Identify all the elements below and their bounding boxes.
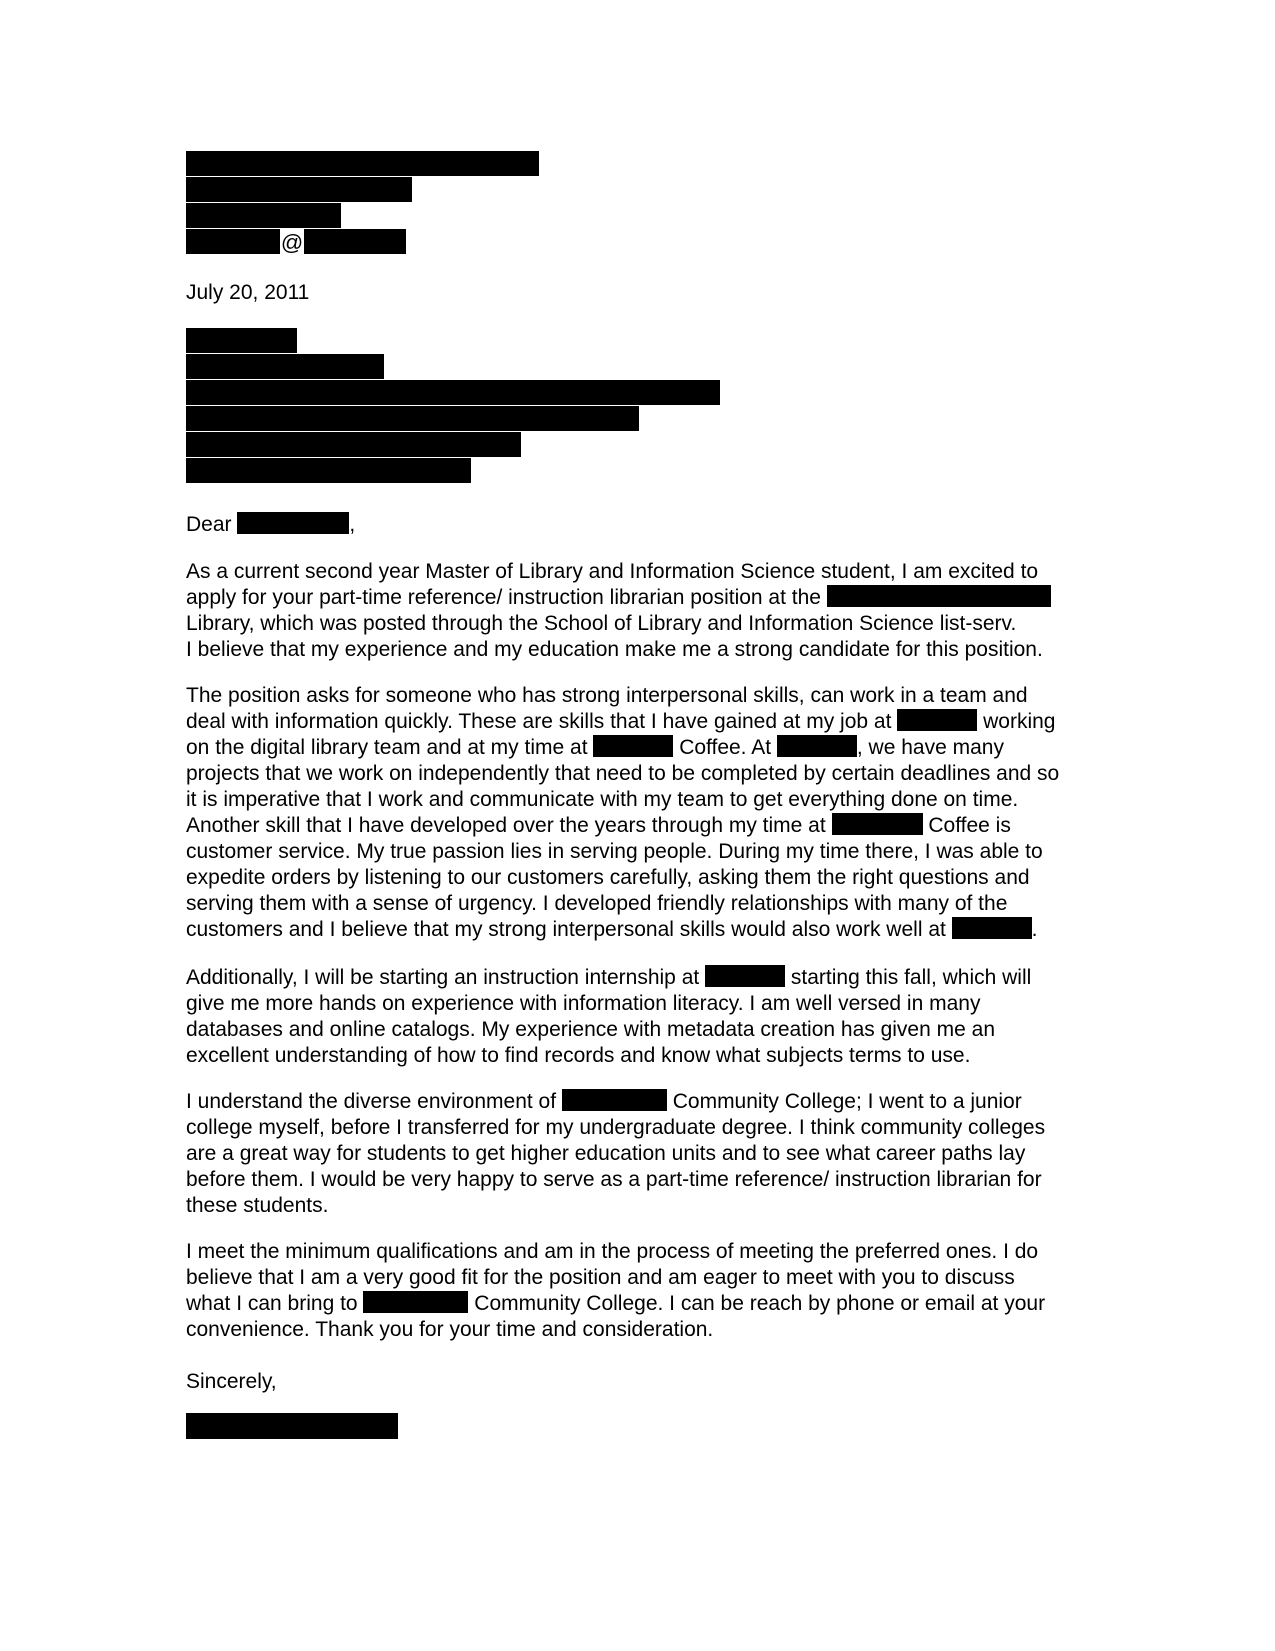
paragraph-line bbox=[186, 559, 1146, 585]
line-text: it is imperative that I work and communicate with my team to get everything done on time. bbox=[186, 788, 1019, 811]
paragraph-line bbox=[186, 1239, 1146, 1265]
line-text: what I can bring to bbox=[186, 1292, 364, 1315]
redacted-recipient-name bbox=[237, 512, 349, 534]
line-text: Community College; I went to a junior bbox=[666, 1090, 1022, 1113]
paragraph-line bbox=[186, 1089, 1146, 1115]
line-text: these students. bbox=[186, 1194, 329, 1217]
salutation bbox=[186, 512, 355, 538]
redaction-box bbox=[952, 917, 1032, 939]
letter-date: July 20, 2011 bbox=[186, 281, 310, 304]
line-text: customer service. My true passion lies in serving people. During my time there, I was able to bbox=[186, 840, 1043, 863]
line-text: starting this fall, which will bbox=[785, 966, 1032, 989]
redaction-box bbox=[897, 709, 977, 731]
line-text: expedite orders by listening to our customers carefully, asking them the right questions and bbox=[186, 866, 1030, 889]
paragraph-line bbox=[186, 891, 1146, 917]
redacted-recipient-line-4 bbox=[186, 406, 639, 431]
line-text: college myself, before I transferred for my undergraduate degree. I think community colleges bbox=[186, 1116, 1046, 1139]
redaction-box bbox=[705, 965, 785, 987]
line-text: I understand the diverse environment of bbox=[186, 1090, 562, 1113]
redaction-box bbox=[562, 1089, 667, 1111]
line-text: Community College. I can be reach by phone or email at your bbox=[468, 1292, 1046, 1315]
line-text: , we have many bbox=[856, 736, 1004, 759]
paragraph-line bbox=[186, 1043, 1146, 1069]
paragraph-line bbox=[186, 1167, 1146, 1193]
redacted-signature-name bbox=[186, 1413, 398, 1439]
line-text: before them. I would be very happy to serve as a part-time reference/ instruction librarian for bbox=[186, 1168, 1042, 1191]
line-text: customers and I believe that my strong interpersonal skills would also work well at bbox=[186, 918, 952, 941]
salutation-comma: , bbox=[349, 513, 356, 536]
redacted-sender-address bbox=[186, 177, 412, 202]
redaction-box bbox=[827, 585, 1051, 607]
paragraph-3 bbox=[186, 965, 1146, 1069]
redaction-box bbox=[593, 735, 673, 757]
paragraph-line bbox=[186, 865, 1146, 891]
line-text: serving them with a sense of urgency. I developed friendly relationships with many of the bbox=[186, 892, 1008, 915]
paragraph-line bbox=[186, 1141, 1146, 1167]
line-text: projects that we work on independently that need to be completed by certain deadlines and so bbox=[186, 762, 1060, 785]
redacted-sender-email-domain bbox=[304, 229, 406, 254]
redaction-box bbox=[832, 813, 923, 835]
email-at-sign: @ bbox=[280, 230, 304, 255]
line-text: are a great way for students to get higher education units and to see what career paths lay bbox=[186, 1142, 1026, 1165]
redaction-box bbox=[363, 1291, 468, 1313]
line-text: As a current second year Master of Library and Information Science student, I am excited to bbox=[186, 560, 1039, 583]
paragraph-line bbox=[186, 585, 1146, 611]
paragraph-line bbox=[186, 839, 1146, 865]
paragraph-line bbox=[186, 991, 1146, 1017]
paragraph-5 bbox=[186, 1239, 1146, 1343]
line-text: Another skill that I have developed over the years through my time at bbox=[186, 814, 832, 837]
paragraph-line bbox=[186, 637, 1146, 663]
paragraph-4 bbox=[186, 1089, 1146, 1219]
paragraph-line bbox=[186, 787, 1146, 813]
line-text: Coffee. At bbox=[673, 736, 777, 759]
paragraph-line bbox=[186, 1115, 1146, 1141]
redacted-recipient-line-5 bbox=[186, 432, 521, 457]
paragraph-line bbox=[186, 1193, 1146, 1219]
paragraph-line bbox=[186, 735, 1146, 761]
line-text: believe that I am a very good fit for the position and am eager to meet with you to discuss bbox=[186, 1266, 1015, 1289]
line-text: deal with information quickly. These are skills that I have gained at my job at bbox=[186, 710, 898, 733]
redacted-recipient-line-6 bbox=[186, 458, 471, 483]
paragraph-line bbox=[186, 1017, 1146, 1043]
line-text: on the digital library team and at my time at bbox=[186, 736, 594, 759]
paragraph-line bbox=[186, 1291, 1146, 1317]
line-text: databases and online catalogs. My experience with metadata creation has given me an bbox=[186, 1018, 995, 1041]
line-text: . bbox=[1031, 918, 1038, 941]
paragraph-line bbox=[186, 813, 1146, 839]
paragraph-line bbox=[186, 965, 1146, 991]
paragraph-line bbox=[186, 1265, 1146, 1291]
line-text: working bbox=[977, 710, 1056, 733]
redacted-recipient-line-1 bbox=[186, 328, 297, 353]
line-text: Additionally, I will be starting an instruction internship at bbox=[186, 966, 706, 989]
line-text: Library, which was posted through the School of Library and Information Science list-serv. bbox=[186, 612, 1017, 635]
paragraph-line bbox=[186, 917, 1146, 943]
redaction-box bbox=[777, 735, 857, 757]
paragraph-line bbox=[186, 1317, 1146, 1343]
line-text: I meet the minimum qualifications and am in the process of meeting the preferred ones. I do bbox=[186, 1240, 1039, 1263]
line-text: give me more hands on experience with information literacy. I am well versed in many bbox=[186, 992, 981, 1015]
redacted-sender-name bbox=[186, 151, 539, 176]
closing: Sincerely, bbox=[186, 1370, 277, 1393]
paragraph-1 bbox=[186, 559, 1146, 663]
line-text: apply for your part-time reference/ instruction librarian position at the bbox=[186, 586, 827, 609]
line-text: convenience. Thank you for your time and consideration. bbox=[186, 1318, 714, 1341]
paragraph-line bbox=[186, 683, 1146, 709]
redacted-sender-email-user bbox=[186, 229, 280, 254]
paragraph-line bbox=[186, 709, 1146, 735]
redacted-recipient-line-3 bbox=[186, 380, 720, 405]
salutation-dear: Dear bbox=[186, 513, 238, 536]
redacted-sender-city bbox=[186, 203, 341, 228]
redacted-recipient-line-2 bbox=[186, 354, 384, 379]
line-text: I believe that my experience and my education make me a strong candidate for this position. bbox=[186, 638, 1043, 661]
line-text: The position asks for someone who has strong interpersonal skills, can work in a team and bbox=[186, 684, 1028, 707]
line-text: Coffee is bbox=[922, 814, 1011, 837]
paragraph-line bbox=[186, 611, 1146, 637]
line-text: excellent understanding of how to find records and know what subjects terms to use. bbox=[186, 1044, 971, 1067]
paragraph-line bbox=[186, 761, 1146, 787]
paragraph-2 bbox=[186, 683, 1146, 943]
